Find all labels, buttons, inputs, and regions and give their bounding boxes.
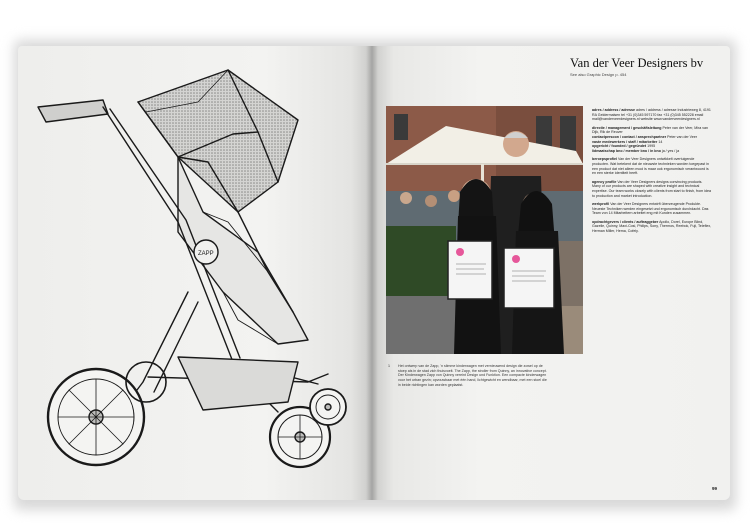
clients-label: opdrachtgevers / clients / auftraggeber [592, 219, 659, 224]
page-number: 99 [712, 486, 718, 491]
staff-text: 14 [658, 139, 663, 144]
clients-text: Apollo, Dorel, Europe Blind, Gazelle, Quinny, Maxi-Cosi, Philips, Sony, Thermos, Reebok, Fuji, Teleflex, Herman Miller, Hema, Cofely. [592, 219, 712, 234]
contact-details [592, 108, 712, 122]
management-text: Peter van der Veer, Mira van Dijk, Rik de Reuver [592, 125, 709, 135]
firm-subtitle: See also Graphic Design p. 454 [570, 72, 627, 77]
founded-label: opgericht / founded / gegründet [592, 144, 647, 149]
member-label: lidmaatschap bno / member bno / in bno [592, 148, 661, 153]
team-photo [386, 106, 583, 354]
caption-block [388, 364, 714, 388]
management-block [592, 126, 712, 154]
caption-text: Het ontwerp van de Zapp, 'n slimme kinderwagen met vernieuwend design die zowel op de stoep als in de stad zich thuisvoelt. The Zapp, the stroller from Quinny, an innovative concept. Der Kinderwagen Zapp von Quinny vereint Design und Funktion. Een compacte kinderwagen voor het urban gezin; opvouwbaar met één hand, lichtgewicht en wendbaar, met een stoel die in beide richtingen kan worden geplaatst. [398, 364, 547, 387]
firm-name-heading: Van der Veer Designers bv [570, 56, 704, 70]
agency-profile-paragraph [592, 180, 712, 198]
concept-label: beroepsprofiel [592, 157, 617, 162]
werkprofil-label: werkprofil [592, 202, 610, 207]
contact-person-text: Peter van der Veer [667, 134, 698, 139]
svg-text:ZAPP: ZAPP [198, 251, 214, 257]
clients-paragraph [592, 220, 712, 234]
stroller-sketch-illustration [28, 62, 358, 482]
agency-profile-text: Van der Veer Designers designs convincing products. Many of our products are shaped with creative insight and technical expertise. Our team works closely with clients from start to finish, from idea to production and market introduction. [592, 179, 712, 198]
contact-person-label: contactpersoon / contact / ansprechpartner [592, 134, 667, 139]
management-label: directie / management / geschäftsleitung [592, 125, 662, 130]
founded-text: 1995 [647, 144, 656, 149]
staff-label: vaste medewerkers / staff / mitarbeiter [592, 139, 658, 144]
contact-text: adres / address / adresse Industrieweg 8, 4191 RA Geldermalsen tel +31 (0)345 597170 fax +31 (0)345 552228 email mail@vanderveerdesigners.nl website www.vanderveerdesigners.nl [592, 108, 711, 122]
concept-paragraph [592, 157, 712, 175]
caption-number: 1 [388, 364, 390, 368]
agency-profile-label: agency profile [592, 179, 617, 184]
member-text: ja / yes / ja [661, 148, 680, 153]
book-gutter [366, 46, 378, 500]
werkprofil-paragraph [592, 202, 712, 216]
werkprofil-text: Van der Veer Designers entwirft überzeugende Produkte. Neueste Techniken werden eingesetzt und ergonomisch durchdacht. Das Team von 14 Mitarbeitern arbeitet eng mit Kunden zusammen. [592, 202, 709, 216]
concept-text: Van der Veer Designers ontwikkelt overtuigende producten. Wat betekent dat de nieuwste technieken worden toegepast in een product dat niet alleen mooi is maar ook ergonomisch verantwoord is en een sterke identiteit heeft. [592, 157, 709, 176]
contact-label: adres / address / adresse [592, 108, 635, 112]
firm-info-column [592, 108, 712, 238]
